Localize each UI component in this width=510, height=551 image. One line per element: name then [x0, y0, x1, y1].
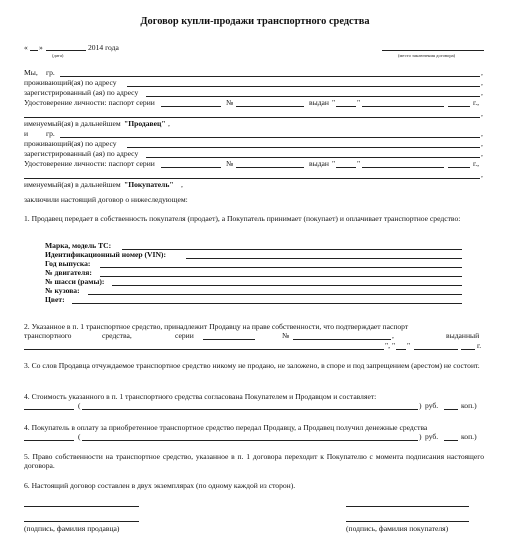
place-field[interactable]: [382, 50, 484, 51]
clause-2-word-issued: выданный: [446, 331, 480, 340]
clause-5-amount-words-field[interactable]: [82, 440, 418, 441]
buyer-issuer-comma: ,: [481, 170, 483, 179]
clause-2-word-vehicle: средства,: [102, 331, 132, 340]
vehicle-engine-label: № двигателя:: [45, 268, 92, 277]
clause-5-amount-field[interactable]: [24, 440, 74, 441]
clause-5-kop: коп.): [461, 432, 477, 441]
buyer-city-label: гр.: [46, 129, 55, 138]
seller-passport-label: Удостоверение личности: паспорт серии: [24, 98, 155, 107]
clause-2-word-transport: транспортного: [24, 331, 72, 340]
clause-4-kop: коп.): [461, 401, 477, 410]
seller-issued-month-field[interactable]: [362, 106, 444, 107]
seller-issued-year-field[interactable]: [448, 106, 470, 107]
seller-passport-series-field[interactable]: [161, 106, 221, 107]
clause-5-line-1: 4. Покупатель в оплату за приобретенное транспортное средство передал Продавцу, а Продавец получил денежные средства: [24, 423, 428, 432]
clause-2-month-field[interactable]: [414, 349, 458, 350]
vehicle-body-field[interactable]: [88, 294, 462, 295]
seller-year-abbr: г.,: [473, 98, 480, 107]
buyer-name-comma: ,: [481, 129, 483, 138]
clause-2-quote-3: ": [407, 341, 411, 350]
vehicle-vin-field[interactable]: [186, 258, 462, 259]
buyer-registered-comma: ,: [481, 149, 483, 158]
buyer-name-field[interactable]: [60, 137, 480, 138]
clause-2-year-field[interactable]: [461, 349, 475, 350]
seller-number-sign: №: [226, 98, 234, 107]
clause-4-paren-open: (: [78, 401, 81, 410]
buyer-signature-line-2[interactable]: [346, 521, 469, 522]
place-caption: (место заключения договора): [398, 53, 456, 58]
seller-we: Мы,: [24, 68, 38, 77]
vehicle-year-field[interactable]: [100, 267, 462, 268]
vehicle-vin-label: Идентификационный номер (VIN):: [45, 250, 166, 259]
seller-registered-field[interactable]: [146, 96, 480, 97]
seller-registered-label: зарегистрированный (ая) по адресу: [24, 88, 139, 97]
buyer-number-sign: №: [226, 159, 234, 168]
clause-2-quote-2: ": [392, 341, 396, 350]
seller-role-comma: ,: [168, 119, 170, 128]
date-month-field[interactable]: [46, 50, 86, 51]
buyer-issued-label: выдан: [309, 159, 329, 168]
clause-4-line-1: 4. Стоимость указанного в п. 1 транспортного средства согласована Покупателем и Продавцом и составляет:: [24, 392, 377, 401]
clause-2-word-series: серии: [175, 331, 194, 340]
date-quote-open: «: [24, 43, 28, 52]
date-caption: (дата): [52, 53, 64, 58]
vehicle-make-label: Марка, модель ТС:: [45, 241, 112, 250]
buyer-signature-line-1[interactable]: [346, 506, 469, 507]
seller-issuer-comma: ,: [481, 109, 483, 118]
buyer-role-comma: ,: [181, 180, 183, 189]
clause-1: 1. Продавец передает в собственность покупателя (продает), а Покупатель принимает (покупает) и оплачивает транспортное средство:: [24, 214, 461, 223]
seller-signature-caption: (подпись, фамилия продавца): [24, 524, 120, 533]
buyer-issued-month-field[interactable]: [362, 167, 444, 168]
date-day-field[interactable]: [30, 50, 38, 51]
vehicle-color-field[interactable]: [72, 303, 462, 304]
document-title: Договор купли-продажи транспортного средства: [140, 16, 370, 27]
clause-5-rub: руб.: [425, 432, 439, 441]
seller-issued-quote-close: ": [357, 98, 361, 107]
buyer-called-prefix: именуемый(ая) в дальнейшем: [24, 180, 121, 189]
buyer-residing-field[interactable]: [127, 147, 480, 148]
clause-4-rub: руб.: [425, 401, 439, 410]
buyer-issued-year-field[interactable]: [448, 167, 470, 168]
buyer-passport-series-field[interactable]: [161, 167, 221, 168]
clause-2-issuer-field[interactable]: [24, 349, 384, 350]
buyer-registered-field[interactable]: [146, 157, 480, 158]
seller-signature-line-2[interactable]: [24, 521, 139, 522]
vehicle-chassis-label: № шасси (рамы):: [45, 277, 105, 286]
clause-2-day-field[interactable]: [396, 349, 406, 350]
seller-signature-line-1[interactable]: [24, 506, 139, 507]
vehicle-year-label: Год выпуска:: [45, 259, 91, 268]
seller-issued-label: выдан: [309, 98, 329, 107]
clause-7: 6. Настоящий договор составлен в двух экземплярах (по одному каждой из сторон).: [24, 481, 296, 490]
seller-name-field[interactable]: [60, 76, 480, 77]
vehicle-engine-field[interactable]: [100, 276, 462, 277]
clause-4-kop-field[interactable]: [444, 409, 458, 410]
clause-2-series-field[interactable]: [203, 339, 255, 340]
buyer-and: и: [24, 129, 29, 138]
clause-4-amount-field[interactable]: [24, 409, 74, 410]
buyer-issued-quote-close: ": [357, 159, 361, 168]
clause-4-paren-close: ): [419, 401, 422, 410]
clause-2-quote-1: ",: [385, 341, 390, 350]
seller-role: "Продавец": [124, 119, 166, 128]
buyer-year-abbr: г.,: [473, 159, 480, 168]
clause-5-paren-close: ): [419, 432, 422, 441]
buyer-residing-label: проживающий(ая) по адресу: [24, 139, 117, 148]
buyer-issued-quote-open: ": [332, 159, 336, 168]
buyer-issued-day-field[interactable]: [336, 167, 356, 168]
buyer-issuer-field[interactable]: [24, 178, 480, 179]
clause-2-year-abbr: г.: [477, 341, 482, 350]
buyer-passport-number-field[interactable]: [236, 167, 304, 168]
vehicle-body-label: № кузова:: [45, 286, 80, 295]
clause-4-amount-words-field[interactable]: [82, 409, 418, 410]
clause-2-comma: ,: [392, 331, 394, 340]
clause-5-paren-open: (: [78, 432, 81, 441]
date-year-text: 2014 года: [88, 43, 119, 52]
seller-residing-field[interactable]: [127, 86, 480, 87]
seller-name-comma: ,: [481, 68, 483, 77]
clause-2-number-field[interactable]: [293, 339, 391, 340]
vehicle-make-field[interactable]: [122, 249, 462, 250]
vehicle-color-label: Цвет:: [45, 295, 65, 304]
buyer-role: "Покупатель": [124, 180, 174, 189]
seller-issuer-field[interactable]: [24, 117, 480, 118]
seller-residing-label: проживающий(ая) по адресу: [24, 78, 117, 87]
date-quote-close: »: [39, 43, 43, 52]
seller-passport-number-field[interactable]: [236, 106, 304, 107]
intro-text: заключили настоящий договор о нижеследующем:: [24, 195, 188, 204]
seller-called-prefix: именуемый(ая) в дальнейшем: [24, 119, 121, 128]
buyer-residing-comma: ,: [481, 139, 483, 148]
seller-city-label: гр.: [46, 68, 55, 77]
clause-6: 5. Право собственности на транспортное средство, указанное в п. 1 договора переходит к Покупателю с момента подписания настоящего договора.: [24, 452, 484, 471]
clause-2-number-sign: №: [282, 331, 290, 340]
seller-issued-day-field[interactable]: [336, 106, 356, 107]
buyer-passport-label: Удостоверение личности: паспорт серии: [24, 159, 155, 168]
buyer-signature-caption: (подпись, фамилия покупателя): [346, 524, 449, 533]
buyer-registered-label: зарегистрированный (ая) по адресу: [24, 149, 139, 158]
clause-3: 3. Со слов Продавца отчуждаемое транспортное средство никому не продано, не заложено, в споре и под запрещением (арестом) не состоит.: [24, 361, 480, 370]
seller-issued-quote-open: ": [332, 98, 336, 107]
clause-5-kop-field[interactable]: [444, 440, 458, 441]
clause-2-line-1: 2. Указанное в п. 1 транспортное средство, принадлежит Продавцу на праве собственности, что подтверждает паспорт: [24, 322, 409, 331]
seller-registered-comma: ,: [481, 88, 483, 97]
seller-residing-comma: ,: [481, 78, 483, 87]
vehicle-chassis-field[interactable]: [112, 285, 462, 286]
